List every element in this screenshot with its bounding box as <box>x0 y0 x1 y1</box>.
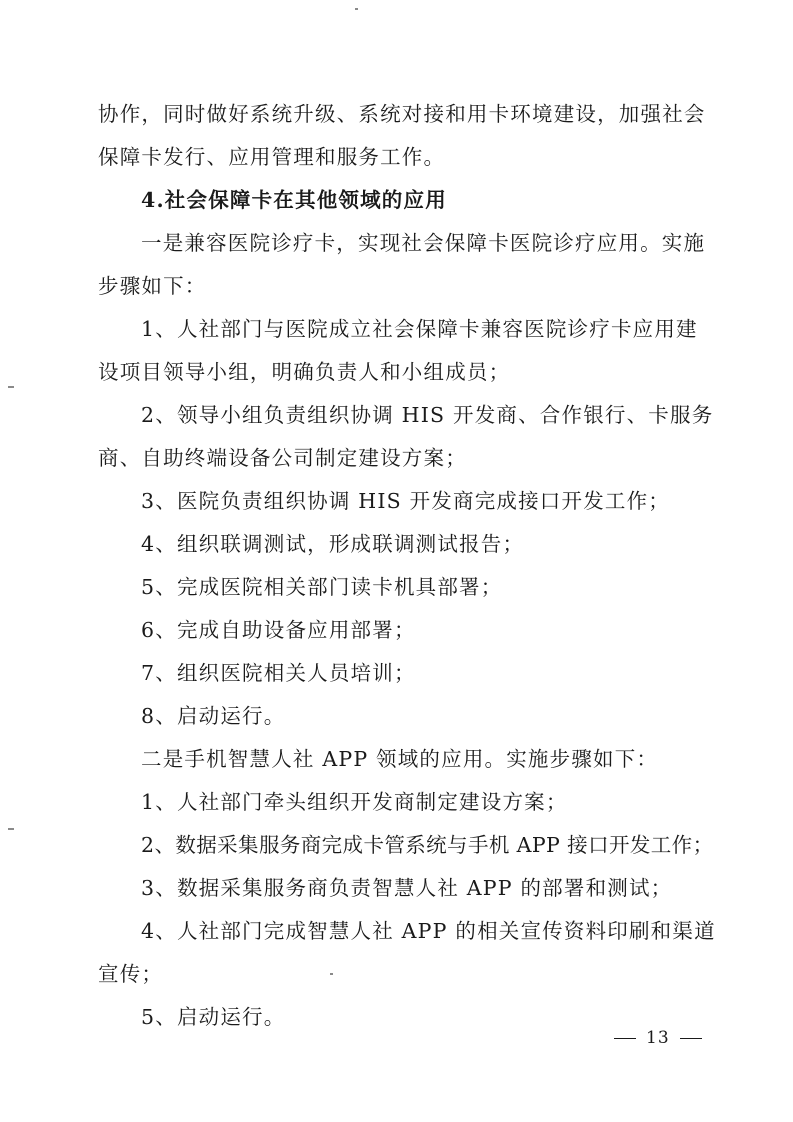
list-item: 5、启动运行。 <box>141 1005 286 1029</box>
list-item: 2、领导小组负责组织协调 HIS 开发商、合作银行、卡服务 <box>141 403 714 427</box>
list-item: 3、数据采集服务商负责智慧人社 APP 的部署和测试； <box>141 876 673 900</box>
paragraph-line: 协作，同时做好系统升级、系统对接和用卡环境建设，加强社会 <box>98 102 706 126</box>
list-item-continuation: 商、自助终端设备公司制定建设方案； <box>98 446 467 470</box>
paragraph-line: 二是手机智慧人社 APP 领域的应用。实施步骤如下： <box>141 747 659 771</box>
list-item: 7、组织医院相关人员培训； <box>141 661 416 685</box>
list-item: 4、人社部门完成智慧人社 APP 的相关宣传资料印刷和渠道 <box>141 919 716 943</box>
list-item-continuation: 设项目领导小组，明确负责人和小组成员； <box>98 360 511 384</box>
list-item: 4、组织联调测试，形成联调测试报告； <box>141 532 525 556</box>
list-item: 3、医院负责组织协调 HIS 开发商完成接口开发工作； <box>141 489 670 513</box>
list-item: 1、人社部门牵头组织开发商制定建设方案； <box>141 790 568 814</box>
section-heading: 4.社会保障卡在其他领域的应用 <box>141 188 447 212</box>
list-item: 5、完成医院相关部门读卡机具部署； <box>141 575 503 599</box>
paragraph-line: 步骤如下： <box>98 274 207 298</box>
paragraph-line: 保障卡发行、应用管理和服务工作。 <box>98 145 446 169</box>
list-item-continuation: 宣传； <box>98 962 164 986</box>
scan-speck <box>330 973 333 975</box>
dash-right <box>680 1038 702 1039</box>
list-item: 8、启动运行。 <box>141 704 286 728</box>
list-item: 2、数据采集服务商完成卡管系统与手机 APP 接口开发工作； <box>141 833 714 857</box>
page-number-value: 13 <box>646 1028 670 1048</box>
dash-left <box>614 1038 636 1039</box>
list-item: 1、人社部门与医院成立社会保障卡兼容医院诊疗卡应用建 <box>141 317 698 341</box>
scan-speck <box>8 828 14 830</box>
page-number <box>604 1028 712 1048</box>
list-item: 6、完成自助设备应用部署； <box>141 618 416 642</box>
scan-speck <box>8 386 14 388</box>
paragraph-line: 一是兼容医院诊疗卡，实现社会保障卡医院诊疗应用。实施 <box>141 231 706 255</box>
scan-speck <box>355 8 358 10</box>
